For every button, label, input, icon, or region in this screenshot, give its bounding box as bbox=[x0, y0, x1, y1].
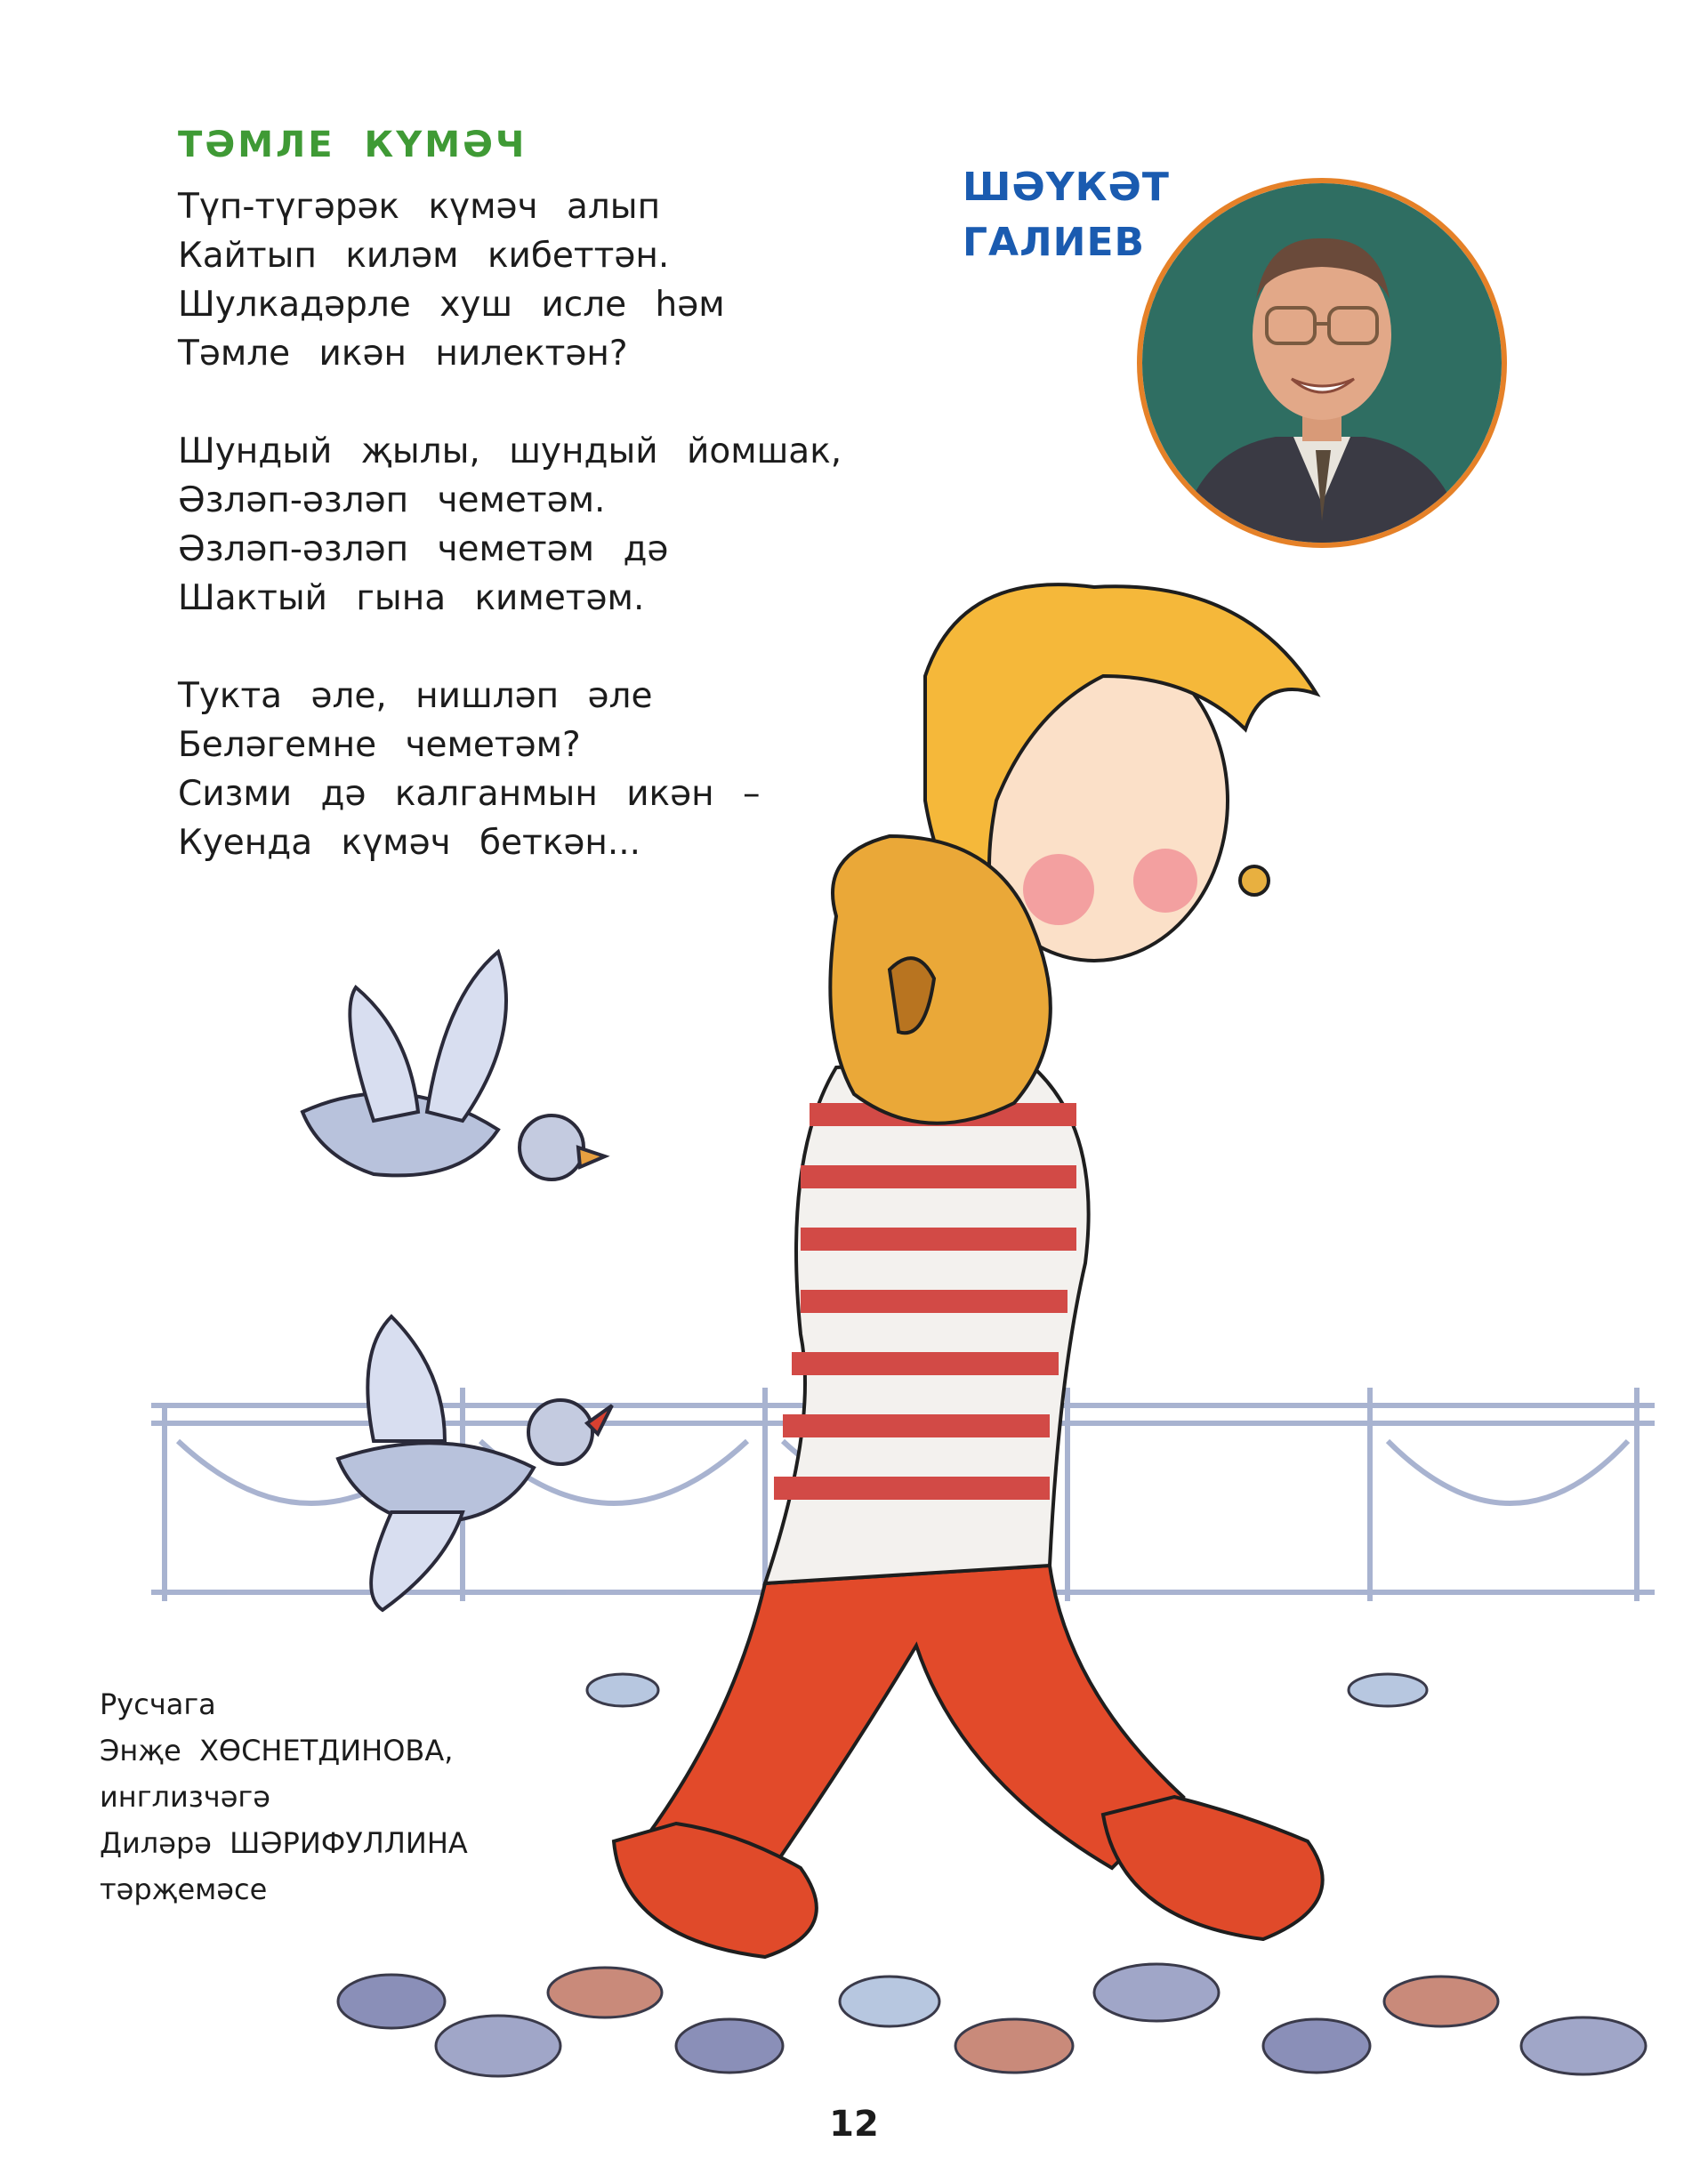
pigeon-walking-illustration bbox=[338, 1316, 612, 1610]
translator-credits bbox=[100, 1681, 468, 1912]
author-first-name: ШӘҮКӘТ bbox=[963, 165, 1170, 210]
boy-with-bread-illustration bbox=[614, 584, 1323, 1957]
author-last-name: ГАЛИЕВ bbox=[963, 220, 1146, 265]
poem-line: Шактый гына киметәм. bbox=[178, 578, 645, 618]
translator-line: Диләрә ШӘРИФУЛЛИНА bbox=[100, 1826, 468, 1860]
poem-line: Сизми дә калганмын икән – bbox=[178, 774, 761, 814]
poem-line: Түп-түгәрәк күмәч алып bbox=[178, 187, 661, 227]
poem-line: Шундый җылы, шундый йомшак, bbox=[178, 431, 842, 471]
translator-line: тәрҗемәсе bbox=[100, 1872, 268, 1906]
poem-line: Шулкадәрле хуш исле һәм bbox=[178, 285, 725, 325]
poem-line: Тәмле икән нилектән? bbox=[178, 334, 628, 374]
translator-line: инглизчәгә bbox=[100, 1780, 270, 1814]
pigeon-flying-illustration bbox=[302, 952, 605, 1180]
poem-line: Кайтып киләм кибеттән. bbox=[178, 236, 670, 276]
poem-line: Куенда күмәч беткән... bbox=[178, 823, 641, 863]
poem-line: Әзләп-әзләп чеметәм. bbox=[178, 480, 606, 520]
poem-line: Әзләп-әзләп чеметәм дә bbox=[178, 529, 669, 569]
translator-line: Русчага bbox=[100, 1687, 216, 1721]
poem-line: Тукта әле, нишләп әле bbox=[178, 676, 653, 716]
page-number: 12 bbox=[829, 2104, 879, 2145]
poem-title: ТӘМЛЕ КҮМӘЧ bbox=[178, 125, 528, 165]
poem-line: Беләгемне чеметәм? bbox=[178, 725, 581, 765]
translator-line: Энҗе ХӨСНЕТДИНОВА, bbox=[100, 1734, 454, 1767]
